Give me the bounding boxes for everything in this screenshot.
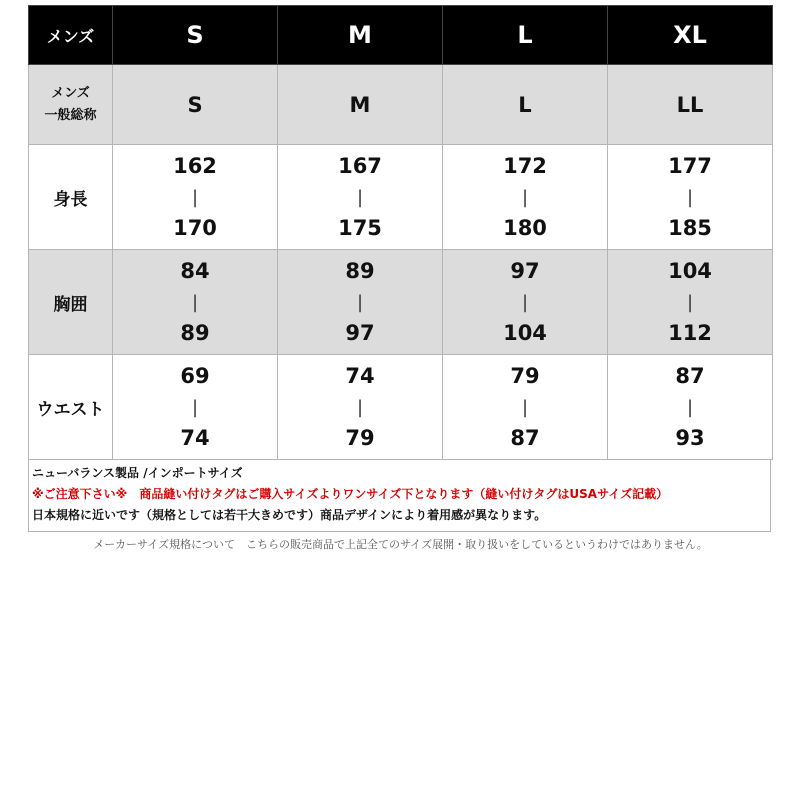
range-separator: | [521,396,529,418]
range-separator: | [191,186,199,208]
range-max: 170 [173,216,217,240]
range-min: 97 [510,259,540,283]
range-min: 104 [668,259,712,283]
chest-cell-m [278,250,443,355]
size-header-m: M [278,6,443,65]
general-size-row [29,65,773,145]
height-cell-m [278,145,443,250]
range-separator: | [686,291,694,313]
size-chart [28,5,773,552]
range-min: 87 [675,364,705,388]
range-separator: | [686,186,694,208]
general-size-ll: LL [608,65,773,145]
range-separator: | [356,396,364,418]
range-min: 74 [345,364,375,388]
notes-box [28,460,771,532]
chest-cell-l [443,250,608,355]
fit-note: 日本規格に近いです（規格としては若干大きめです）商品デザインにより着用感が異なります。 [32,508,547,522]
warning-note: ※ご注意下さい※ 商品縫い付けタグはご購入サイズよりワンサイズ下となります（縫い付けタグはUSAサイズ記載） [32,487,669,501]
range-max: 74 [180,426,210,450]
range-min: 69 [180,364,210,388]
range-min: 162 [173,154,217,178]
range-min: 79 [510,364,540,388]
header-row [29,6,773,65]
range-max: 175 [338,216,382,240]
range-min: 177 [668,154,712,178]
range-max: 87 [510,426,540,450]
general-size-s: S [113,65,278,145]
size-table [28,5,773,460]
height-cell-s [113,145,278,250]
waist-row [29,355,773,460]
range-separator: | [356,186,364,208]
general-label-line2: 一般総称 [44,107,97,123]
waist-cell-l [443,355,608,460]
waist-cell-xl [608,355,773,460]
range-min: 172 [503,154,547,178]
height-cell-l [443,145,608,250]
general-size-label [29,65,113,145]
general-size-m: M [278,65,443,145]
general-label-line1: メンズ [51,85,90,101]
height-row [29,145,773,250]
range-min: 167 [338,154,382,178]
waist-cell-s [113,355,278,460]
height-label: 身長 [29,145,113,250]
range-max: 93 [675,426,705,450]
chest-row [29,250,773,355]
size-header-l: L [443,6,608,65]
height-cell-xl [608,145,773,250]
range-separator: | [521,291,529,313]
range-max: 185 [668,216,712,240]
range-max: 89 [180,321,210,345]
range-max: 79 [345,426,375,450]
range-separator: | [356,291,364,313]
size-header-s: S [113,6,278,65]
range-max: 97 [345,321,375,345]
range-max: 180 [503,216,547,240]
range-max: 112 [668,321,712,345]
chest-label: 胸囲 [29,250,113,355]
range-min: 84 [180,259,210,283]
header-label: メンズ [29,6,113,65]
range-separator: | [521,186,529,208]
range-min: 89 [345,259,375,283]
waist-label: ウエスト [29,355,113,460]
range-separator: | [686,396,694,418]
general-size-l: L [443,65,608,145]
waist-cell-m [278,355,443,460]
range-max: 104 [503,321,547,345]
chest-cell-xl [608,250,773,355]
size-header-xl: XL [608,6,773,65]
range-separator: | [191,396,199,418]
footer-disclaimer: メーカーサイズ規格について こちらの販売商品で上記全てのサイズ展開・取り扱いをしているというわけではありません。 [93,538,708,551]
brand-note: ニューバランス製品 /インポートサイズ [32,466,243,480]
range-separator: | [191,291,199,313]
chest-cell-s [113,250,278,355]
